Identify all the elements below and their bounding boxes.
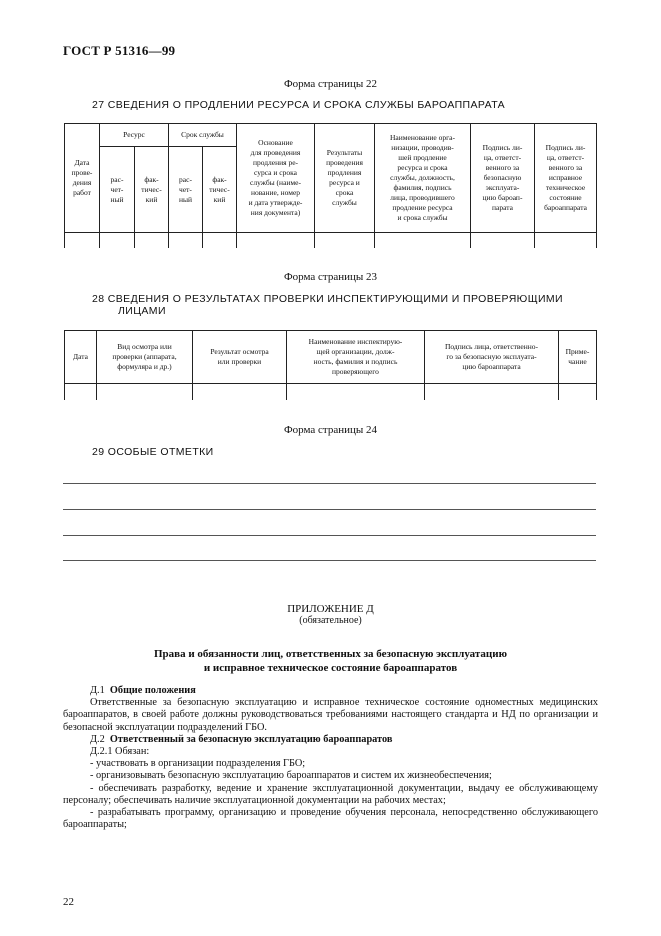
col-header-org: Наименование орга- низации, проводив- шей продление ресурса и срока службы, должность, фамилия, подпись лица, проводившего продление ресурса и срока службы (375, 124, 471, 233)
section-title-27: 27 СВЕДЕНИЯ О ПРОДЛЕНИИ РЕСУРСА И СРОКА СЛУЖБЫ БАРОАППАРАТА (92, 99, 506, 111)
table-cell (169, 233, 203, 248)
col-header-service-life: Срок службы (169, 124, 237, 147)
col-header-life-calc: рас- чет- ный (169, 147, 203, 233)
col-header-resource-calc: рас- чет- ный (100, 147, 135, 233)
clause-d1-heading (63, 685, 598, 697)
list-item: - разрабатывать программу, организацию и проведение обучения персонала, непосредственно обслуживающего бароаппараты; (63, 807, 598, 831)
col-header-responsible: Подпись лица, ответственно- го за безопасную эксплуата- цию бароаппарата (425, 331, 559, 384)
table-resource-extension (64, 123, 597, 248)
col-header-responsible-safe: Подпись ли- ца, ответст- венного за безопасную эксплуата- цию бароап- парата (471, 124, 535, 233)
page-number: 22 (63, 896, 74, 908)
section-title-29: 29 ОСОБЫЕ ОТМЕТКИ (92, 446, 214, 458)
appendix-subtitle: (обязательное) (299, 615, 362, 626)
clause-title: Ответственный за безопасную эксплуатацию бароаппаратов (109, 733, 393, 745)
clause-number: Д.2 (90, 733, 105, 745)
form-caption-23: Форма страницы 23 (283, 271, 378, 283)
table-cell (287, 384, 425, 400)
clause-d1-text: Ответственные за безопасную эксплуатацию и исправное техническое состояние одноместных медицинских бароаппаратов, в своей работе должны руководствоваться требованиями настоящего стандарта и НД по организации и безопасной эксплуатации подразделений ГБО. (63, 697, 598, 733)
form-caption-22: Форма страницы 22 (283, 78, 378, 90)
form-caption-24: Форма страницы 24 (283, 424, 378, 436)
list-item: - организовывать безопасную эксплуатацию бароаппаратов и систем их жизнеобеспечения; (90, 770, 492, 782)
table-cell (135, 233, 169, 248)
table-cell (193, 384, 287, 400)
table-cell (559, 384, 597, 400)
table-cell (535, 233, 597, 248)
section-title-28-line2: ЛИЦАМИ (118, 305, 166, 317)
list-item: - участвовать в организации подразделения ГБО; (90, 758, 306, 770)
col-header-resource-actual: фак- тичес- кий (135, 147, 169, 233)
table-cell (100, 233, 135, 248)
table-cell (315, 233, 375, 248)
table-cell (203, 233, 237, 248)
table-cell (97, 384, 193, 400)
appendix-title: ПРИЛОЖЕНИЕ Д (287, 603, 374, 615)
clause-number: Д.1 (90, 685, 105, 696)
document-code: ГОСТ Р 51316—99 (63, 43, 176, 58)
notes-line (63, 483, 596, 484)
col-header-result: Результат осмотра или проверки (193, 331, 287, 384)
col-header-basis: Основание для проведения продления ре- сурса и срока службы (наиме- нование, номер и дата утвержде- ния документа) (237, 124, 315, 233)
col-header-date: Дата прове- дения работ (65, 124, 100, 233)
appendix-body (63, 685, 598, 831)
col-header-note: Приме- чание (559, 331, 597, 384)
table-cell (375, 233, 471, 248)
notes-line (63, 509, 596, 510)
col-header-responsible-tech: Подпись ли- ца, ответст- венного за исправное техническое состояние бароаппарата (535, 124, 597, 233)
table-cell (65, 384, 97, 400)
col-header-results: Результаты проведения продления ресурса и срока службы (315, 124, 375, 233)
table-cell (65, 233, 100, 248)
appendix-heading-line2: и исправное техническое состояние бароаппаратов (203, 662, 458, 674)
notes-line (63, 560, 596, 561)
section-title-28-line1: 28 СВЕДЕНИЯ О РЕЗУЛЬТАТАХ ПРОВЕРКИ ИНСПЕКТИРУЮЩИМИ И ПРОВЕРЯЮЩИМИ (92, 293, 563, 305)
col-header-date: Дата (65, 331, 97, 384)
table-inspection-results (64, 330, 597, 400)
appendix-heading-line1: Права и обязанности лиц, ответственных за безопасную эксплуатацию (153, 648, 508, 660)
clause-d2-heading (63, 734, 598, 746)
notes-line (63, 535, 596, 536)
col-header-resource: Ресурс (100, 124, 169, 147)
list-item: - обеспечивать разработку, ведение и хранение эксплуатационной документации, выдачу ее обслуживающему персоналу; обеспечивать наличие эксплуатационной документации на рабочих местах; (63, 782, 598, 806)
table-cell (237, 233, 315, 248)
table-cell (425, 384, 559, 400)
clause-d21-heading: Д.2.1 Обязан: (90, 746, 150, 758)
clause-title: Общие положения (109, 685, 196, 696)
col-header-kind: Вид осмотра или проверки (аппарата, формуляра и др.) (97, 331, 193, 384)
table-cell (471, 233, 535, 248)
col-header-life-actual: фак- тичес- кий (203, 147, 237, 233)
col-header-inspector: Наименование инспектирую- щей организации, долж- ность, фамилия и подпись проверяющего (287, 331, 425, 384)
